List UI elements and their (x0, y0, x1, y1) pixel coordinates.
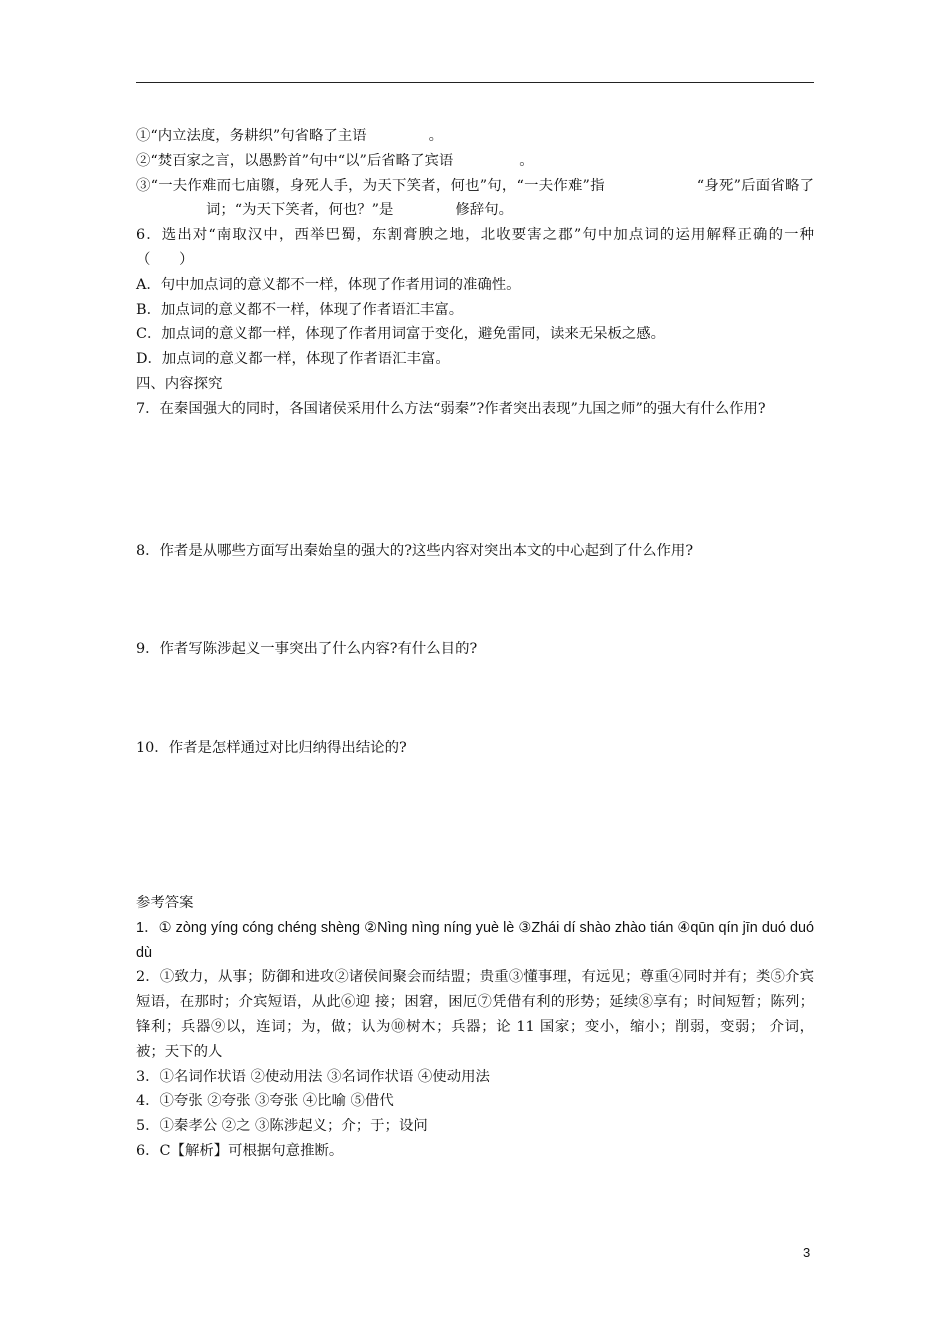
q9: 9．作者写陈涉起义一事突出了什么内容?有什么目的? (136, 641, 478, 658)
q5-item1: ①“内立法度，务耕织”句省略了主语 。 (136, 128, 443, 144)
q5-item2: ②“焚百家之言，以愚黔首”句中“以”后省略了宾语 。 (136, 152, 534, 169)
q7: 7．在秦国强大的同时，各国诸侯采用什么方法“弱秦”?作者突出表现”九国之师”的强大有什么作用? (136, 400, 766, 417)
page-number: 3 (803, 1245, 811, 1260)
q6-option-a: A．句中加点词的意义都不一样，体现了作者用词的准确性。 (136, 276, 521, 293)
q6-option-b: B．加点词的意义都不一样，体现了作者语汇丰富。 (136, 301, 464, 318)
q10: 10．作者是怎样通过对比归纳得出结论的? (136, 740, 407, 757)
answer-3: 3．①名词作状语 ②使动用法 ③名词作状语 ④使动用法 (136, 1068, 490, 1085)
section-title: 四、内容探究 (136, 375, 223, 392)
q6-option-d: D．加点词的意义都一样，体现了作者语汇丰富。 (136, 351, 450, 368)
answer-space (136, 761, 814, 891)
q8: 8．作者是从哪些方面写出秦始皇的强大的?这些内容对突出本文的中心起到了什么作用? (136, 542, 694, 559)
answer-5: 5．①秦孝公 ②之 ③陈涉起义；介；于；设问 (136, 1118, 428, 1135)
q5-item3: ③“一夫作难而七庙隳，身死人手，为天下笑者，何也”句，“一夫作难”指 “身死”后面省略了词；“为天下笑者，何也？”是 修辞句。 (136, 177, 815, 219)
answer-space (136, 563, 814, 637)
document-body (136, 124, 814, 1164)
q6-stem: 6．选出对“南取汉中，西举巴蜀，东割膏腴之地，北收要害之郡”句中加点词的运用解释正确的一种（ ） (136, 227, 814, 268)
answer-space (136, 422, 814, 539)
answer-2: 2．①致力，从事；防御和进攻②诸侯间聚会而结盟；贵重③懂事理，有远见；尊重④同时并有；类⑤介宾短语，在那时；介宾短语，从此⑥迎 接；困窘，困厄⑦凭借有利的形势；延续⑧享有；时间短暂；陈列；锋利；兵器⑨以，连词；为，做；认为⑩树木；兵器；论 11 国家；变小，缩小；削弱，变弱； 介词，被；天下的人 (136, 969, 814, 1060)
answer-4: 4．①夸张 ②夸张 ③夸张 ④比喻 ⑤借代 (136, 1093, 394, 1110)
header-rule (136, 82, 814, 83)
answer-6: 6．C【解析】可根据句意推断。 (136, 1142, 344, 1159)
answer-space (136, 662, 814, 736)
q6-option-c: C．加点词的意义都一样，体现了作者用词富于变化，避免雷同，读来无呆板之感。 (136, 326, 666, 343)
answer-1: 1．① zòng yíng cóng chéng shèng ②Nìng nìng níng yuè lè ③Zhái dí shào zhào tián ④qūn qín jīn duó duó dù (136, 919, 814, 961)
answers-title: 参考答案 (136, 894, 194, 911)
